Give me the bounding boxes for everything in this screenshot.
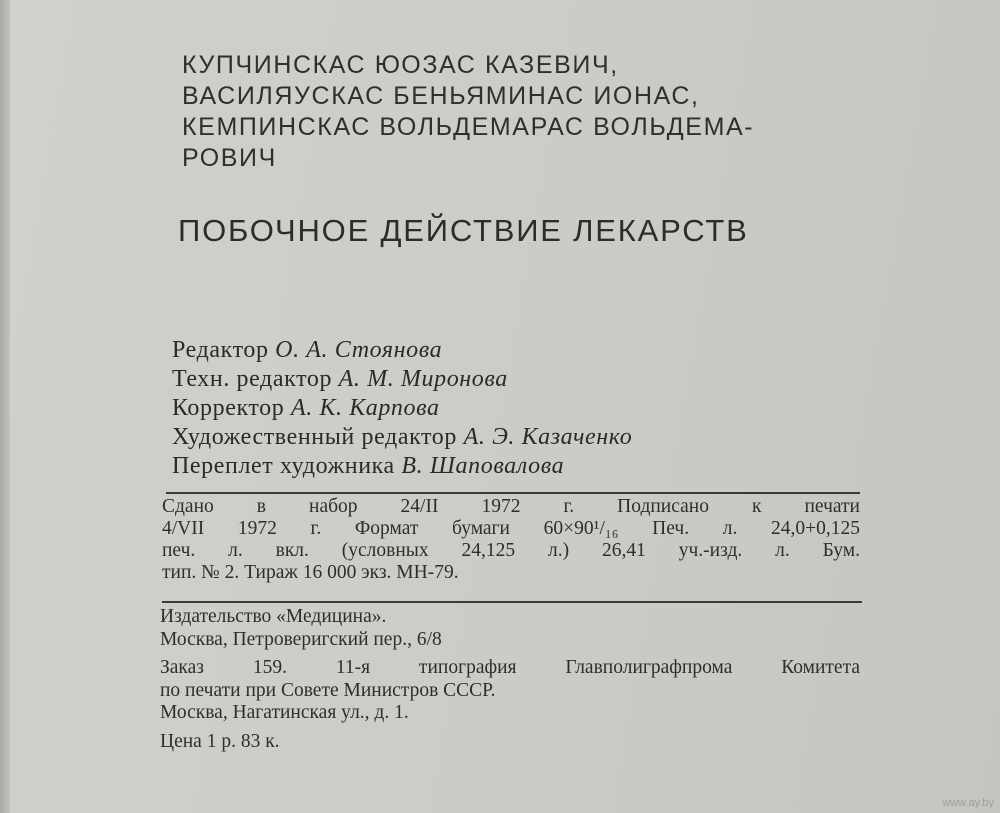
divider-rule xyxy=(166,492,860,494)
watermark: www.ay.by xyxy=(942,797,994,809)
print-info-line: 4/VII 1972 г. Формат бумаги 60×90¹/₁₆ Печ. л. 24,0+0,125 xyxy=(162,518,860,539)
authors-block xyxy=(182,50,754,174)
credit-role: Корректор xyxy=(172,395,285,421)
credit-name: А. К. Карпова xyxy=(291,395,440,421)
credit-name: А. М. Миронова xyxy=(338,366,508,392)
author-line: ВАСИЛЯУСКАС БЕНЬЯМИНАС ИОНАС, xyxy=(182,82,700,110)
book-title: ПОБОЧНОЕ ДЕЙСТВИЕ ЛЕКАРСТВ xyxy=(178,213,749,248)
credit-role: Художественный редактор xyxy=(172,424,457,450)
print-info-line: печ. л. вкл. (условных 24,125 л.) 26,41 уч.-изд. л. Бум. xyxy=(162,540,860,561)
print-info-line: тип. № 2. Тираж 16 000 экз. МН-79. xyxy=(162,562,459,583)
publisher-block xyxy=(160,606,860,753)
credit-name: А. Э. Казаченко xyxy=(463,424,633,450)
credit-row-tech-editor xyxy=(172,365,632,394)
order-line: по печати при Совете Министров СССР. xyxy=(160,679,496,701)
print-info-line: Сдано в набор 24/II 1972 г. Подписано к печати xyxy=(162,496,860,517)
credit-role: Переплет художника xyxy=(172,453,395,479)
author-line: КЕМПИНСКАС ВОЛЬДЕМАРАС ВОЛЬДЕМА- xyxy=(182,113,755,141)
author-line: КУПЧИНСКАС ЮОЗАС КАЗЕВИЧ, xyxy=(182,51,619,79)
print-info-block xyxy=(162,496,860,584)
publisher-name: Издательство «Медицина». xyxy=(160,606,387,627)
credit-row-proofreader xyxy=(172,394,632,423)
author-line: РОВИЧ xyxy=(182,144,277,172)
credit-name: В. Шаповалова xyxy=(401,453,565,479)
credit-row-editor xyxy=(172,336,632,365)
publisher-address: Москва, Петроверигский пер., 6/8 xyxy=(160,628,442,650)
price-line: Цена 1 р. 83 к. xyxy=(160,730,280,752)
divider-rule xyxy=(162,601,862,603)
credit-row-art-editor xyxy=(172,423,632,452)
page-edge xyxy=(0,0,10,813)
credits-block xyxy=(172,336,632,481)
credit-role: Техн. редактор xyxy=(172,366,333,392)
order-line: Заказ 159. 11-я типография Главполиграфпрома Комитета xyxy=(160,657,860,678)
credit-row-binding-artist xyxy=(172,452,632,481)
credit-name: О. А. Стоянова xyxy=(275,337,443,363)
order-line: Москва, Нагатинская ул., д. 1. xyxy=(160,702,409,723)
credit-role: Редактор xyxy=(172,337,269,363)
